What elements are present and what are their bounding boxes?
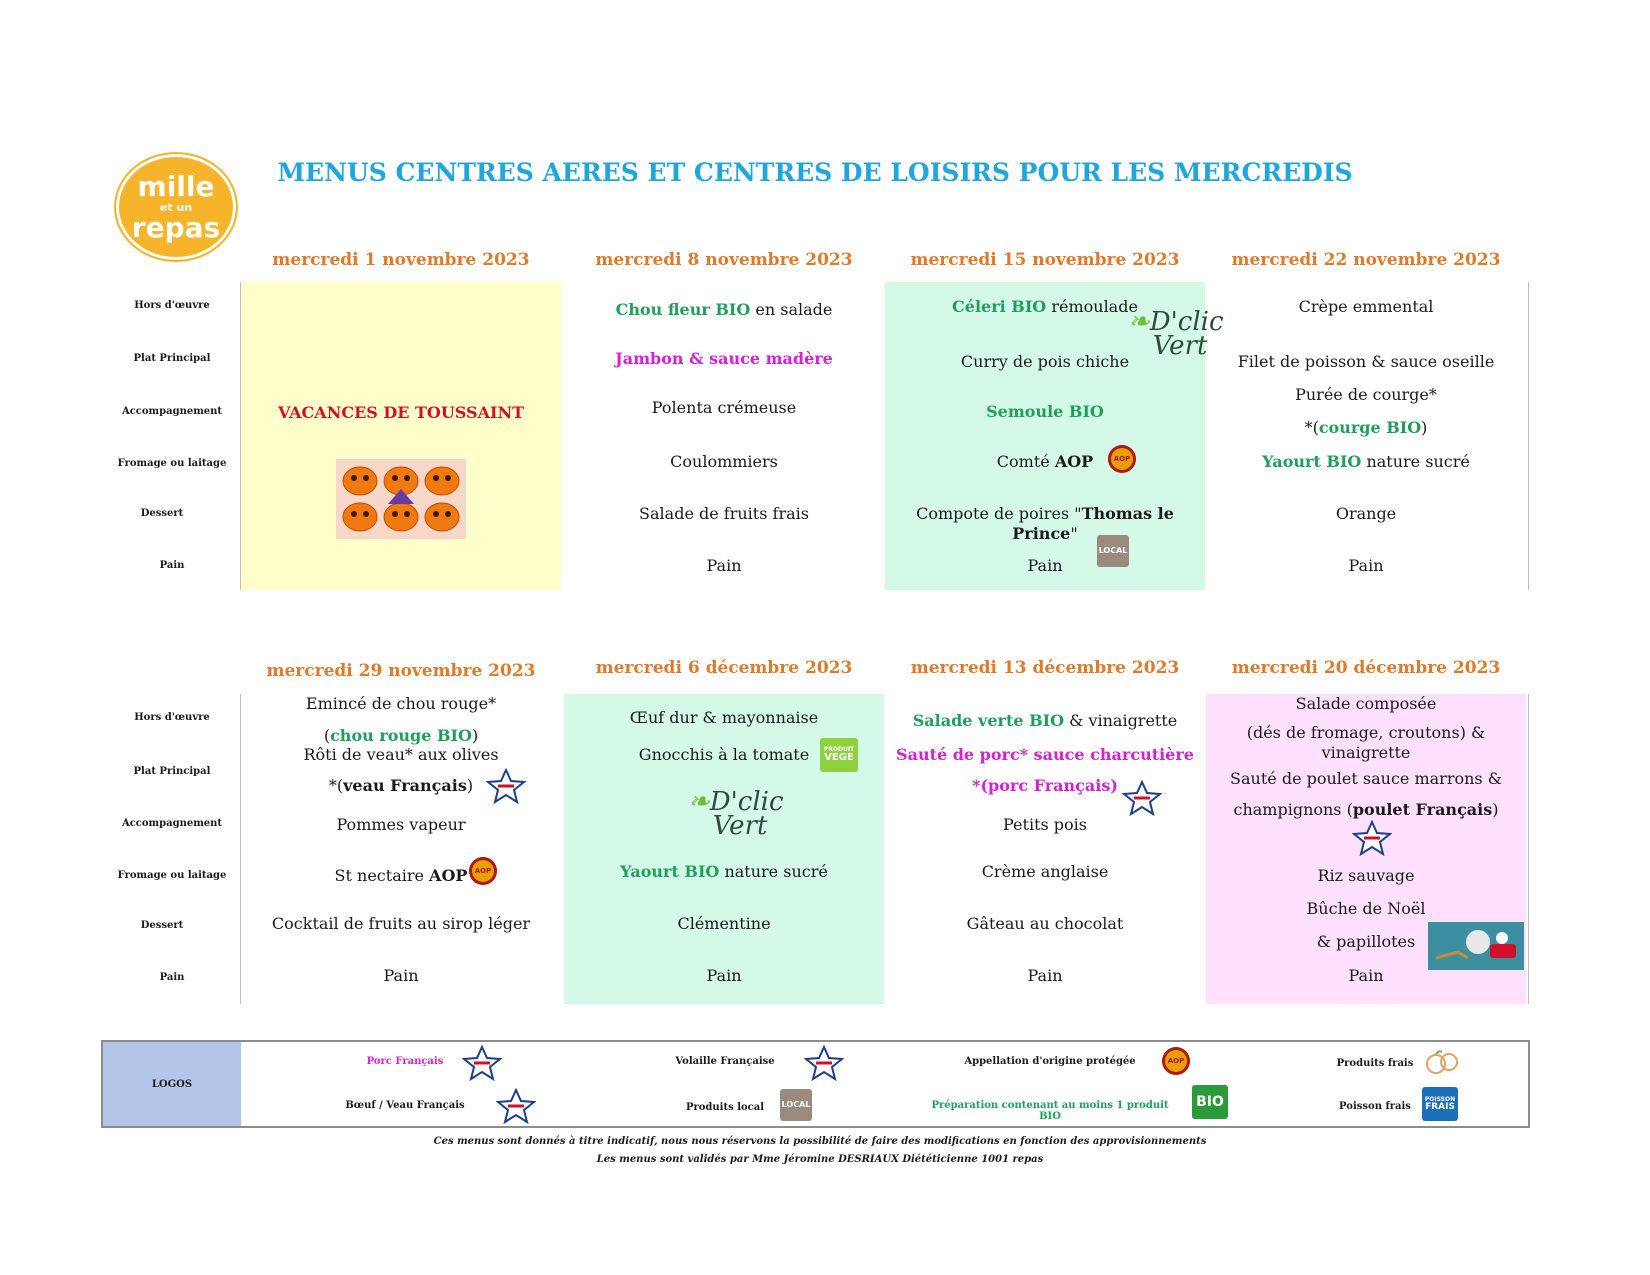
dish-text: ( (323, 726, 331, 745)
footer-note-2: Les menus sont validés par Mme Jéromine DESRIAUX Diététicienne 1001 repas (596, 1154, 1044, 1165)
dclic-vert-logo: ❧D'clic Vert (688, 787, 784, 841)
dish-text: St nectaire (334, 866, 430, 885)
fresh-products-icon (1424, 1048, 1460, 1076)
aop-text: AOP (429, 866, 468, 885)
date-w1-d3: mercredi 15 novembre 2023 (910, 250, 1180, 270)
w2-d3-pain: Pain (1027, 966, 1063, 985)
poisson-frais-icon (1422, 1087, 1458, 1121)
row-label-pain: Pain (159, 972, 185, 983)
origin-text: veau Français (343, 776, 467, 795)
w2-d2-hors: Œuf dur & mayonnaise (629, 708, 819, 727)
w1-d4-dessert: Orange (1335, 504, 1397, 523)
w1-d4-accomp-2 (1206, 418, 1526, 438)
w2-d4-hors-1: Salade composée (1295, 694, 1437, 713)
local-icon (1097, 535, 1129, 567)
w2-d4-accomp: Riz sauvage (1317, 866, 1415, 885)
legend-porc: Porc Français (366, 1056, 444, 1067)
w1-d4-hors: Crèpe emmental (1298, 297, 1434, 316)
boeuf-star-icon (496, 1088, 536, 1124)
dclic-text: Vert (1152, 331, 1208, 361)
dish-text: champignons ( (1233, 800, 1353, 819)
aop-icon: AOP (469, 857, 497, 885)
w2-d4-dessert-1: Bûche de Noël (1306, 899, 1426, 918)
w2-d2-fromage (564, 862, 884, 882)
badge-text: LOCAL (1098, 546, 1128, 555)
divider (1528, 694, 1529, 1004)
w2-d2-pain: Pain (706, 966, 742, 985)
legend-aop: Appellation d'origine protégée (964, 1056, 1136, 1067)
aop-icon: AOP (1108, 445, 1136, 473)
legend-frais: Produits frais (1336, 1058, 1414, 1069)
french-poultry-star-icon (1352, 820, 1392, 856)
badge-text: LOCAL (781, 1100, 811, 1109)
w1-d3-dessert (885, 504, 1205, 544)
local-icon (780, 1089, 812, 1121)
w2-d4-pain: Pain (1348, 966, 1384, 985)
dish-text: nature sucré (719, 862, 828, 881)
pumpkins-image (336, 459, 466, 539)
w2-d3-dessert: Gâteau au chocolat (966, 914, 1124, 933)
w2-d1-plat-1: Rôti de veau* aux olives (303, 745, 499, 764)
divider (240, 282, 241, 590)
row-label-fromage: Fromage ou laitage (117, 458, 227, 469)
w2-d1-hors-2 (241, 726, 561, 746)
date-w1-d1: mercredi 1 novembre 2023 (272, 250, 530, 270)
dclic-text: Vert (712, 811, 768, 841)
row-label-dessert: Dessert (140, 920, 184, 931)
w2-d4-dessert-2: & papillotes (1316, 932, 1416, 951)
row-label-accomp: Accompagnement (121, 818, 223, 829)
date-w2-d3: mercredi 13 décembre 2023 (910, 658, 1180, 678)
w2-d3-accomp: Petits pois (1003, 815, 1087, 834)
w1-d3-fromage (885, 452, 1205, 472)
dish-text: *( (328, 776, 344, 795)
w1-d3-plat: Curry de pois chiche (960, 352, 1130, 371)
logo-line-2: et un (159, 200, 193, 214)
w2-d3-plat-1: Sauté de porc* sauce charcutière (896, 745, 1194, 764)
badge-text: PRODUIT (823, 746, 855, 753)
dclic-text: D'clic (709, 787, 784, 817)
vege-icon (820, 738, 858, 772)
w1-d3-pain: Pain (1027, 556, 1063, 575)
w1-d4-pain: Pain (1348, 556, 1384, 575)
origin-text: poulet Français (1352, 800, 1493, 819)
dish-text: ) (466, 776, 474, 795)
date-w1-d4: mercredi 22 novembre 2023 (1231, 250, 1501, 270)
date-w2-d4: mercredi 20 décembre 2023 (1231, 658, 1501, 678)
w2-d4-hors-2: (dés de fromage, croutons) & vinaigrette (1246, 723, 1486, 762)
legend-header: LOGOS (103, 1042, 241, 1126)
logo-line-1: mille (137, 169, 215, 203)
vacances-label: VACANCES DE TOUSSAINT (277, 403, 525, 422)
dish-text: *( (1304, 418, 1319, 437)
row-label-plat: Plat Principal (133, 766, 211, 777)
w1-d2-hors (564, 300, 884, 320)
row-label-hors: Hors d'œuvre (134, 300, 210, 311)
w2-d3-hors (885, 711, 1205, 731)
w2-d1-pain: Pain (383, 966, 419, 985)
badge-text: BIO (1196, 1094, 1224, 1110)
dish-text: en salade (750, 300, 833, 319)
w1-d3-accomp: Semoule BIO (986, 402, 1104, 421)
date-w1-d2: mercredi 8 novembre 2023 (595, 250, 853, 270)
dish-text: nature sucré (1361, 452, 1470, 471)
w1-d4-plat: Filet de poisson & sauce oseille (1237, 352, 1495, 371)
bio-label: Salade verte BIO (912, 711, 1065, 730)
dish-text: ) (1421, 418, 1428, 437)
cell-bg-w1-d1 (241, 282, 561, 590)
w1-d4-fromage (1206, 452, 1526, 472)
volaille-star-icon (804, 1045, 844, 1081)
dish-text: ) (471, 726, 479, 745)
christmas-sleigh-image (1428, 922, 1524, 970)
w2-d3-plat-2: *(porc Français) (972, 776, 1118, 795)
dish-text: ) (1492, 800, 1499, 819)
w1-d2-pain: Pain (706, 556, 742, 575)
bio-label: Céleri BIO (952, 297, 1047, 316)
divider (1528, 282, 1529, 590)
french-pork-star-icon (1122, 780, 1162, 816)
w2-d3-fromage: Crème anglaise (981, 862, 1109, 881)
w2-d1-fromage (241, 866, 561, 886)
dish-text: " (1070, 524, 1078, 543)
bio-label: chou rouge BIO (330, 726, 472, 745)
bio-label: courge BIO (1318, 418, 1422, 437)
w2-d2-plat: Gnocchis à la tomate (638, 745, 810, 764)
aop-icon: AOP (1162, 1047, 1190, 1075)
w2-d1-dessert: Cocktail de fruits au sirop léger (271, 914, 531, 933)
bio-icon (1192, 1085, 1228, 1119)
legend-volaille: Volaille Française (675, 1056, 775, 1067)
bio-label: Chou fleur BIO (615, 300, 751, 319)
aop-text: AOP (1054, 452, 1094, 471)
w2-d4-plat-2 (1206, 800, 1526, 820)
porc-star-icon (462, 1045, 502, 1081)
brand-logo (114, 152, 238, 262)
w1-d2-dessert: Salade de fruits frais (639, 504, 809, 523)
dish-text: & vinaigrette (1064, 711, 1178, 730)
row-label-accomp: Accompagnement (121, 406, 223, 417)
legend-poisson: Poisson frais (1339, 1101, 1411, 1112)
w2-d1-accomp: Pommes vapeur (336, 815, 466, 834)
footer-note-1: Ces menus sont donnés à titre indicatif, nous nous réservons la possibilité de faire des modifications en fonction des approvisionnements (433, 1136, 1207, 1147)
date-w2-d2: mercredi 6 décembre 2023 (595, 658, 853, 678)
badge-text: VEGE (824, 752, 854, 763)
row-label-pain: Pain (159, 560, 185, 571)
french-meat-star-icon (486, 768, 526, 804)
w2-d2-dessert: Clémentine (677, 914, 771, 933)
bio-label: Yaourt BIO (1262, 452, 1362, 471)
logo-line-3: repas (131, 210, 221, 244)
row-label-fromage: Fromage ou laitage (117, 870, 227, 881)
badge-text: FRAIS (1425, 1101, 1455, 1112)
w1-d2-accomp: Polenta crémeuse (651, 398, 797, 417)
page-title: MENUS CENTRES AERES ET CENTRES DE LOISIRS POUR LES MERCREDIS (277, 158, 1353, 187)
dish-text: Comté (996, 452, 1055, 471)
w1-d2-plat: Jambon & sauce madère (615, 349, 833, 368)
dish-text: rémoulade (1046, 297, 1138, 316)
row-label-hors: Hors d'œuvre (134, 712, 210, 723)
w1-d2-fromage: Coulommiers (670, 452, 778, 471)
row-label-plat: Plat Principal (133, 353, 211, 364)
dclic-text: D'clic (1149, 307, 1224, 337)
w2-d4-plat-1: Sauté de poulet sauce marrons & (1230, 769, 1502, 788)
legend-local: Produits local (685, 1102, 765, 1113)
legend-bio: Préparation contenant au moins 1 produit BIO (931, 1100, 1169, 1122)
w1-d4-accomp-1: Purée de courge* (1295, 385, 1437, 404)
badge-text: POISSON (1424, 1095, 1456, 1103)
dclic-vert-logo: ❧D'clic Vert (1128, 307, 1224, 361)
date-w2-d1: mercredi 29 novembre 2023 (266, 661, 536, 681)
legend-boeuf: Bœuf / Veau Français (345, 1100, 465, 1111)
bio-label: Yaourt BIO (620, 862, 720, 881)
w2-d1-hors-1: Emincé de chou rouge* (305, 694, 497, 713)
dish-text: Compote de poires " (916, 504, 1082, 523)
row-label-dessert: Dessert (140, 508, 184, 519)
brand-text: Thomas le Prince (1012, 504, 1174, 543)
